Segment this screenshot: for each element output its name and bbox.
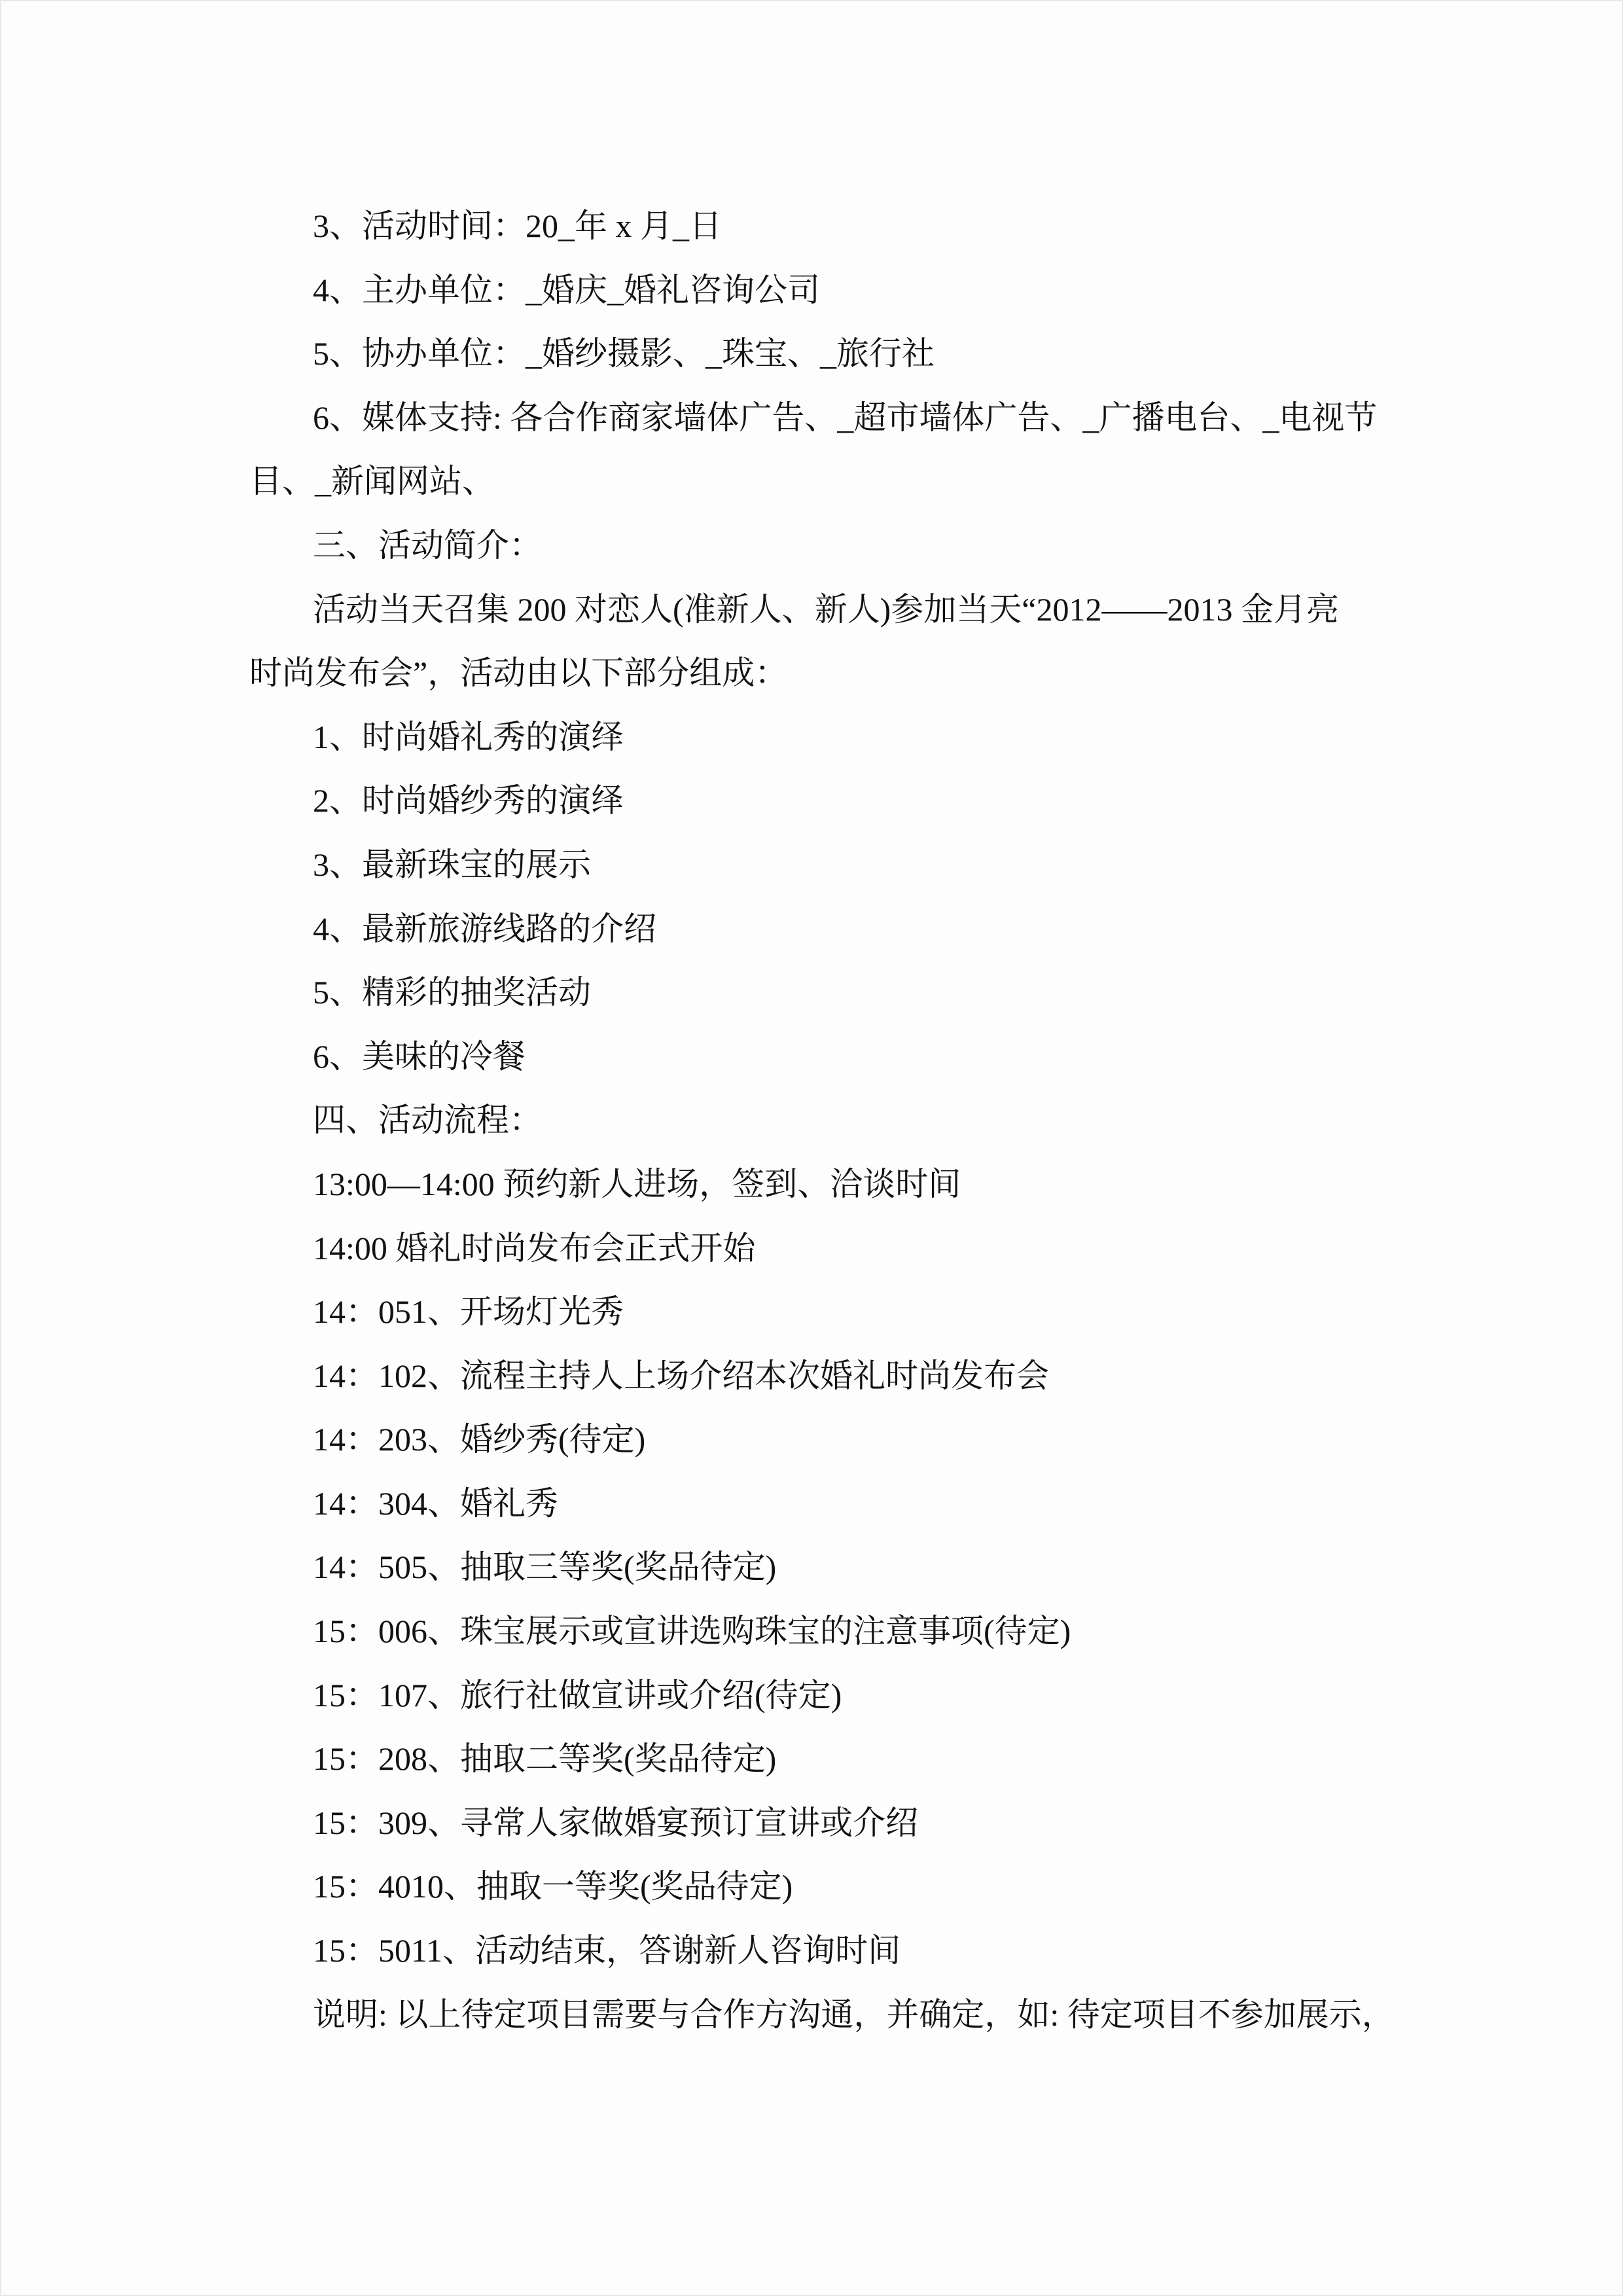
text-line: 1、时尚婚礼秀的演绎 [313, 718, 624, 755]
text-line: 6、美味的冷餐 [313, 1037, 526, 1075]
text-line: 目、_新闻网站、 [249, 463, 495, 500]
text-line: 13:00—14:00 预约新人进场，签到、洽谈时间 [313, 1165, 961, 1202]
text-line: 14：051、开场灯光秀 [313, 1293, 624, 1331]
text-line: 15：4010、抽取一等奖(奖品待定) [313, 1868, 793, 1905]
text-line: 5、精彩的抽奖活动 [313, 974, 591, 1011]
text-line: 15：5011、活动结束，答谢新人咨询时间 [313, 1932, 901, 1969]
document-body [249, 194, 1401, 2047]
text-line: 15：006、珠宝展示或宣讲选购珠宝的注意事项(待定) [313, 1613, 1071, 1650]
text-line: 14：304、婚礼秀 [313, 1484, 558, 1522]
text-line: 四、活动流程： [313, 1102, 542, 1139]
text-line: 15：208、抽取二等奖(奖品待定) [313, 1740, 777, 1778]
text-line: 5、协办单位：_婚纱摄影、_珠宝、_旅行社 [313, 335, 935, 372]
text-line: 4、最新旅游线路的介绍 [313, 910, 656, 947]
text-line: 14：203、婚纱秀(待定) [313, 1421, 646, 1458]
text-line: 14:00 婚礼时尚发布会正式开始 [313, 1229, 756, 1266]
text-line: 15：107、旅行社做宣讲或介绍(待定) [313, 1676, 842, 1713]
text-line: 3、最新珠宝的展示 [313, 846, 591, 883]
text-line: 15：309、寻常人家做婚宴预订宣讲或介绍 [313, 1804, 918, 1841]
text-line: 说明: 以上待定项目需要与合作方沟通，并确定，如: 待定项目不参加展示， [313, 1996, 1395, 2033]
text-line: 三、活动简介： [313, 526, 542, 564]
text-line: 14：102、流程主持人上场介绍本次婚礼时尚发布会 [313, 1357, 1049, 1394]
text-line: 时尚发布会”，活动由以下部分组成： [249, 655, 788, 692]
text-line: 活动当天召集 200 对恋人(准新人、新人)参加当天“2012——2013 金月亮 [313, 590, 1339, 628]
text-line: 2、时尚婚纱秀的演绎 [313, 782, 624, 819]
text-line: 14：505、抽取三等奖(奖品待定) [313, 1549, 777, 1586]
text-line: 4、主办单位：_婚庆_婚礼咨询公司 [313, 271, 820, 308]
text-line: 3、活动时间：20_年 x 月_日 [313, 207, 722, 244]
text-line: 6、媒体支持: 各合作商家墙体广告、_超市墙体广告、_广播电台、_电视节 [313, 399, 1378, 436]
